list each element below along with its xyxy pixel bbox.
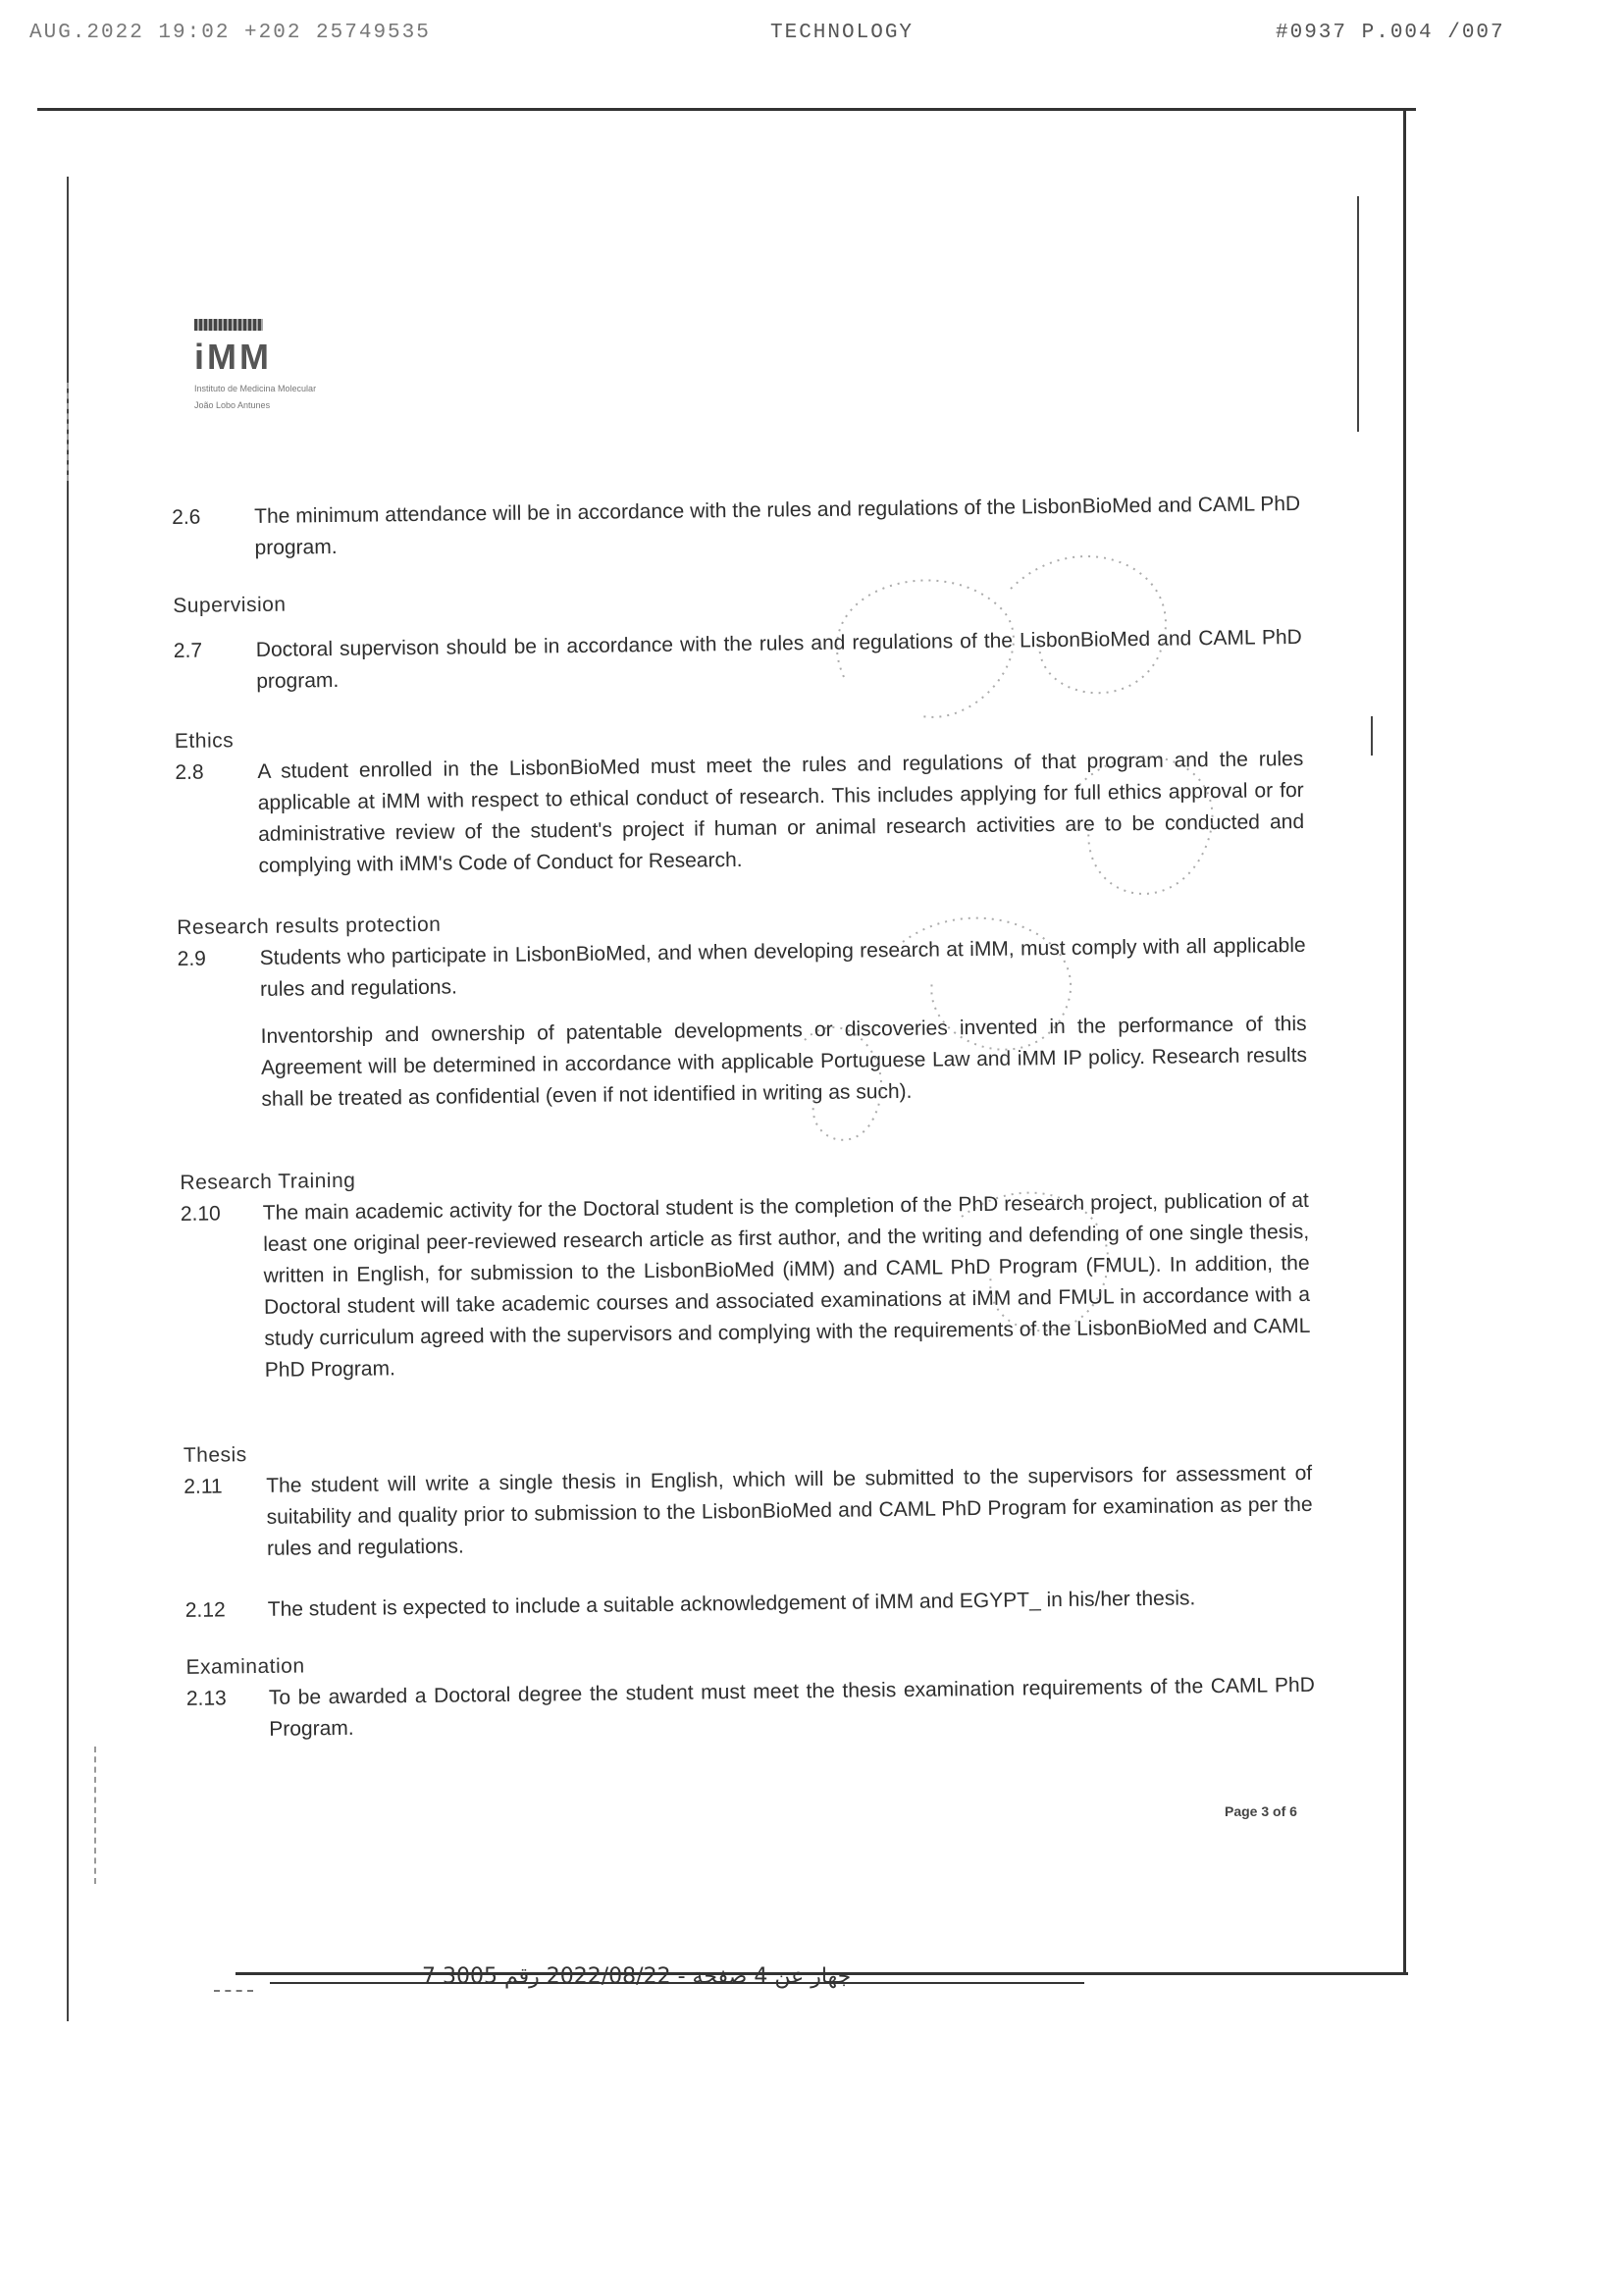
logo-subtitle: João Lobo Antunes	[194, 400, 271, 410]
section	[183, 1427, 1314, 1627]
edge-mark	[67, 383, 69, 481]
section-heading: Ethics	[174, 729, 235, 753]
clause-text: The minimum attendance will be in accordance with the rules and regulations of the LisbonBioMed and CAML PhD program.	[254, 492, 1301, 559]
clause	[181, 1185, 1311, 1387]
clause-text: Students who participate in LisbonBioMed, and when developing research at iMM, must comply with all applicable rules and regulations.	[259, 933, 1306, 1001]
page-edge-right	[1357, 196, 1359, 432]
clause-number: 2.8	[175, 760, 204, 784]
clause-number: 2.7	[173, 639, 203, 662]
section-heading: Supervision	[173, 593, 287, 617]
clause-number: 2.10	[180, 1202, 221, 1226]
fax-header-right: #0937 P.004 /007	[1276, 22, 1505, 44]
section-heading: Research results protection	[177, 913, 442, 939]
logo-graphic-icon	[194, 319, 263, 331]
document-body	[172, 489, 1315, 1747]
clause	[186, 1670, 1316, 1747]
clause-number: 2.6	[172, 505, 201, 529]
clause-text: A student enrolled in the LisbonBioMed must meet the rules and regulations of that program and the rules applicable at iMM with respect to ethical conduct of research. This includes applying for full ethics approval or for administrative review of the student's project if human or animal research activities are to be conducted and complying with iMM's Code of Conduct for Research.	[257, 747, 1305, 877]
clause	[174, 622, 1303, 699]
clause-text: To be awarded a Doctoral degree the student must meet the thesis examination requirements of the CAML PhD Program.	[268, 1673, 1315, 1741]
scan-frame-top	[37, 108, 1416, 111]
section	[185, 1639, 1315, 1747]
clause-text: The student is expected to include a suitable acknowledgement of iMM and EGYPT_ in his/her thesis.	[267, 1587, 1196, 1621]
section	[177, 899, 1307, 1117]
clause	[172, 489, 1301, 565]
footer-dash	[214, 1990, 253, 1992]
clause-text: The student will write a single thesis in English, which will be submitted to the supervisors for assessment of suitability and quality prior to submission to the LisbonBioMed and CAML PhD Program for examination as per the rules and regulations.	[266, 1461, 1313, 1560]
section-heading: Examination	[185, 1654, 305, 1679]
imm-logo	[194, 319, 322, 466]
fax-header-left: AUG.2022 19:02 +202 25749535	[29, 22, 431, 44]
edge-mark	[94, 1747, 96, 1884]
fax-footer-stamp: 7 جهاز عن 4 صفحة - 2022/08/22 رقم 3005	[422, 1964, 852, 1989]
clause	[175, 744, 1304, 883]
clause-number: 2.11	[183, 1475, 223, 1498]
clause-number: 2.9	[177, 947, 207, 970]
page-edge-right-mark	[1371, 716, 1373, 756]
clause-text: The main academic activity for the Doctoral student is the completion of the PhD research project, publication of at least one original peer-reviewed research article as first author, and the writing and defending of one single thesis, written in English, for submission to the LisbonBioMed (iMM) and CAML PhD Program (FMUL). In addition, the Doctoral student will take academic courses and associated examinations at iMM and FMUL in accordance with a study curriculum agreed with the supervisors and complying with the requirements of the LisbonBioMed and CAML PhD Program.	[262, 1188, 1311, 1382]
clause-number: 2.12	[184, 1598, 226, 1622]
logo-institute-name: Instituto de Medicina Molecular	[194, 384, 317, 393]
section-heading: Research Training	[180, 1169, 356, 1194]
section	[175, 712, 1305, 883]
fax-header-center: TECHNOLOGY	[770, 22, 915, 44]
section-heading: Thesis	[183, 1443, 247, 1467]
section	[173, 577, 1302, 699]
clause	[185, 1582, 1314, 1627]
section	[172, 489, 1301, 565]
page-number: Page 3 of 6	[1225, 1803, 1297, 1819]
clause	[183, 1458, 1313, 1566]
clause	[177, 930, 1306, 1007]
clause-text: Doctoral supervison should be in accordance with the rules and regulations of the LisbonBioMed and CAML PhD program.	[255, 625, 1302, 693]
clause-paragraph: Inventorship and ownership of patentable developments or discoveries invented in the performance of this Agreement will be determined in accordance with applicable Portuguese Law and iMM IP policy. Research results shall be treated as confidential (even if not identified in writing as such).	[260, 1012, 1308, 1111]
clause-number: 2.13	[185, 1687, 227, 1710]
scan-frame-right	[1403, 108, 1406, 1972]
section	[180, 1154, 1311, 1387]
logo-mark: iMM	[194, 337, 272, 377]
